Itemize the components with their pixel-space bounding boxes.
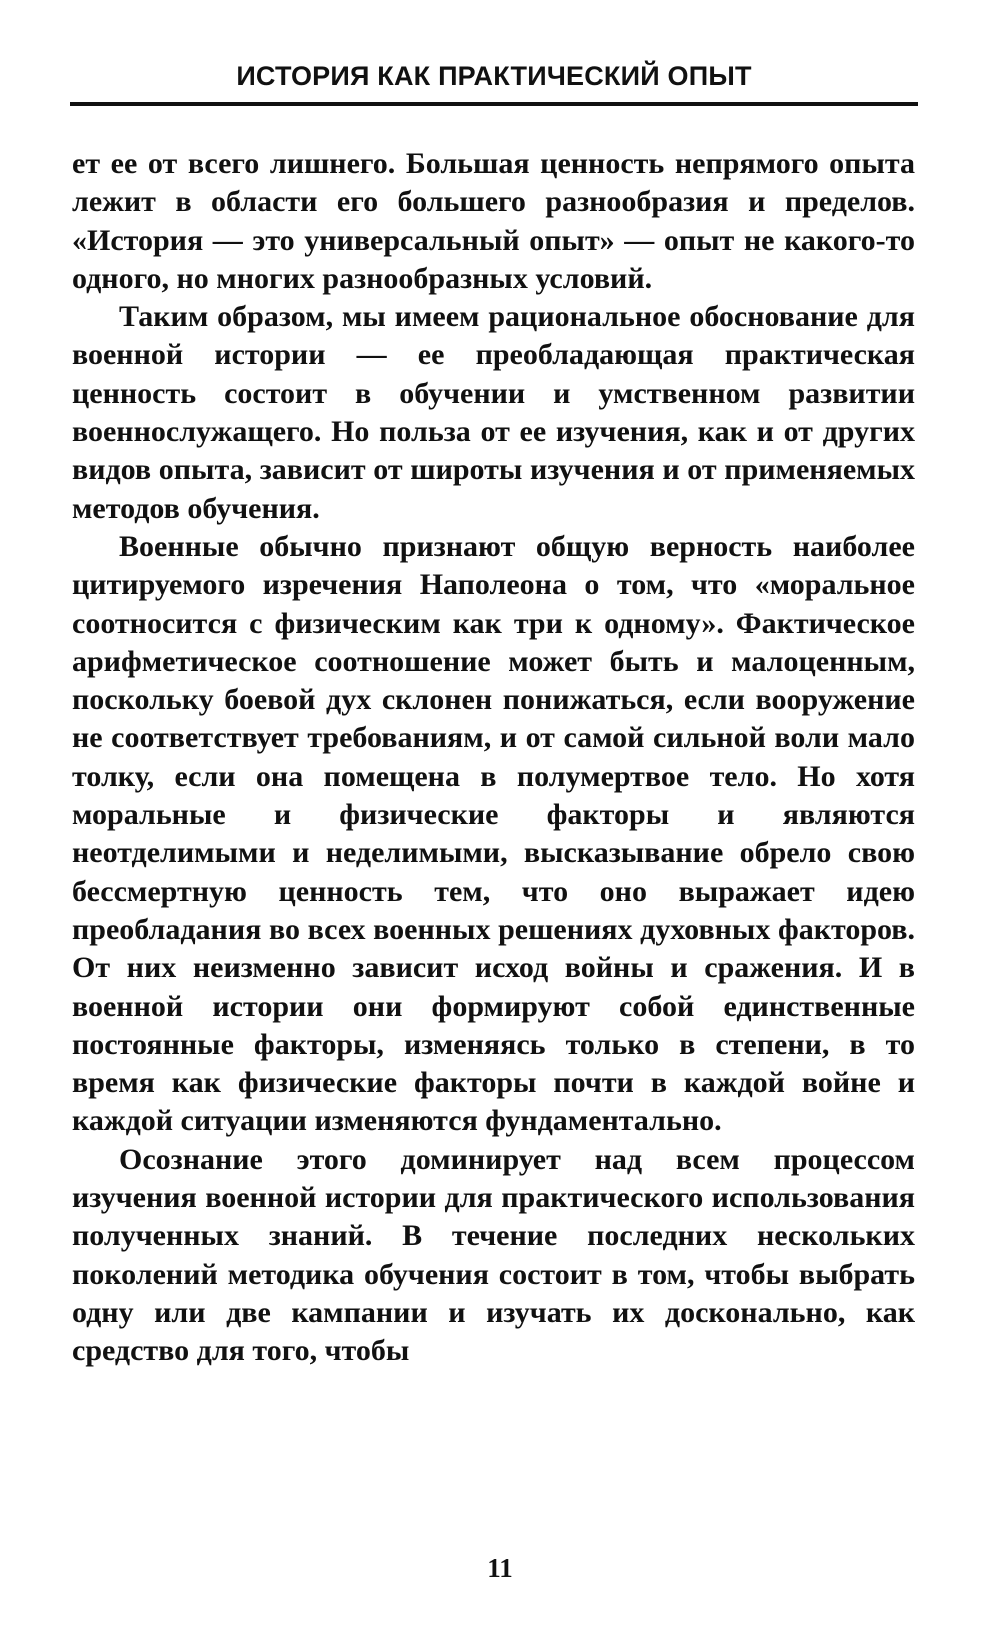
header-rule [70, 102, 918, 106]
body-text [72, 145, 915, 1371]
paragraph-continuation: ет ее от всего лишнего. Большая ценность непрямого опыта лежит в области его большего разнообразия и пределов. «История — это универсальный опыт» — опыт не какого-то одного, но многих разнообразных условий. [72, 147, 915, 295]
paragraph: Военные обычно признают общую верность наиболее цитируемого изречения Наполеона о том, что «моральное соотносится с физическим как три к одному». Фактическое арифметическое соотношение может быть и малоценным, поскольку боевой дух склонен понижаться, если вооружение не соответствует требованиям, и от самой сильной воли мало толку, если она помещена в полумертвое тело. Но хотя моральные и физические факторы и являются неотделимыми и неделимыми, высказывание обрело свою бессмертную ценность тем, что оно выражает идею преобладания во всех военных решениях духовных факторов. От них неизменно зависит исход войны и сражения. И в военной истории они формируют собой единственные постоянные факторы, изменяясь только в степени, в то время как физические факторы почти в каждой войне и каждой ситуации изменяются фундаментально. [72, 529, 915, 1138]
paragraph: Таким образом, мы имеем рациональное обоснование для военной истории — ее преобладающая практическая ценность состоит в обучении и умственном развитии военнослужащего. Но польза от ее изучения, как и от других видов опыта, зависит от широты изучения и от применяемых методов обучения. [72, 300, 915, 525]
page-number: 11 [487, 1553, 513, 1583]
paragraph: Осознание этого доминирует над всем процессом изучения военной истории для практического использования полученных знаний. В течение последних нескольких поколений методика обучения состоит в том, чтобы выбрать одну или две кампании и изучать их досконально, как средство для того, чтобы [72, 1142, 915, 1368]
running-head: ИСТОРИЯ КАК ПРАКТИЧЕСКИЙ ОПЫТ [236, 61, 752, 91]
